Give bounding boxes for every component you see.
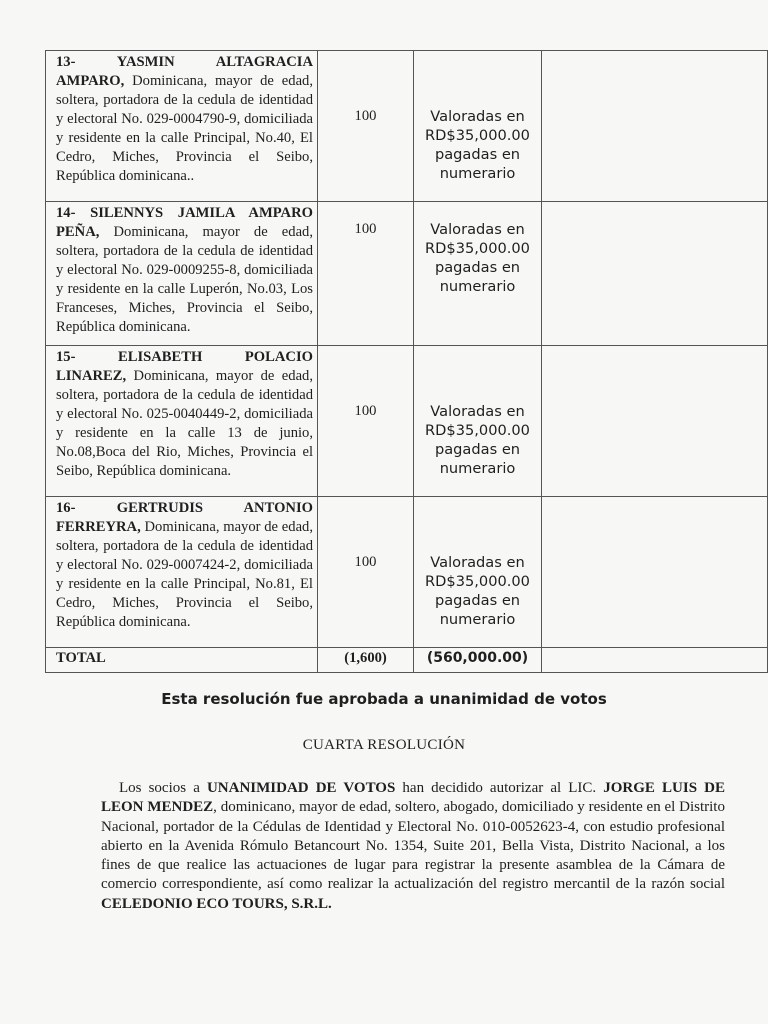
total-label: TOTAL [46, 648, 318, 673]
paragraph-bold-text: UNANIMIDAD DE VOTOS [206, 780, 396, 796]
empty-cell [542, 202, 768, 346]
shareholder-details: Dominicana, mayor de edad, soltera, portadora de la cedula de identidad y electoral No. 029-0004790-9, domiciliada y residente en la calle Principal, No.40, El Cedro, Miches, Provincia el Seibo, República dominicana.. [56, 73, 313, 184]
shares-value: Valoradas en RD$35,000.00 pagadas en numerario [414, 497, 542, 648]
shares-value: Valoradas en RD$35,000.00 pagadas en numerario [414, 202, 542, 346]
paragraph-text: Los socios a [119, 780, 207, 796]
table-row [46, 202, 768, 346]
shareholder-name-rest: AMPARO, [56, 73, 125, 89]
paragraph-text: han decidido autorizar al LIC. [395, 780, 604, 796]
company-name: CELEDONIO ECO TOURS, S.R.L. [101, 895, 332, 912]
shareholder-number: 13- [56, 54, 76, 70]
resolution-paragraph [101, 779, 725, 914]
shareholder-details: Dominicana, mayor de edad, soltera, portadora de la cedula de identidad y electoral No. 025-0040449-2, domiciliada y residente en la calle 13 de junio, No.08,Boca del Rio, Miches, Provincia el Seibo, República dominicana. [56, 368, 313, 479]
table-row [46, 346, 768, 497]
shareholder-details: Dominicana, mayor de edad, soltera, portadora de la cedula de identidad y electoral No. 029-0009255-8, domiciliada y residente en la calle Luperón, No.03, Los Franceses, Miches, Provincia el Seibo, República dominicana. [56, 224, 313, 335]
shareholder-cell [46, 346, 318, 497]
total-value: (560,000.00) [414, 648, 542, 673]
shareholder-name-first: YASMIN ALTAGRACIA [116, 54, 314, 70]
shares-quantity: 100 [318, 346, 414, 497]
shares-value: Valoradas en RD$35,000.00 pagadas en numerario [414, 51, 542, 202]
empty-cell [542, 346, 768, 497]
shares-quantity: 100 [318, 51, 414, 202]
attorney-name: JORGE LUIS DE LEON MENDEZ [101, 780, 725, 816]
empty-cell [542, 51, 768, 202]
shares-quantity: 100 [318, 497, 414, 648]
shares-quantity: 100 [318, 202, 414, 346]
shareholder-name-rest: FERREYRA, [56, 519, 141, 535]
total-row [46, 648, 768, 673]
shareholder-number: 15- [56, 349, 76, 365]
shareholder-name-first: SILENNYS JAMILA AMPARO [90, 205, 313, 221]
paragraph-text: , dominicano, mayor de edad, soltero, abogado, domiciliado y residente en el Distrito Nacional, portador de la Cédulas de Identidad y Electoral No. 010-0052623-4, con estudio profesional abierto en la Avenida Rómulo Betancourt No. 1354, Suite 201, Bella Vista, Distrito Nacional, a los fines de que realice las actuaciones de lugar para registrar la presente asamblea de la Cámara de comercio correspondiente, así como realizar la actualización del registro mercantil de la razón social [101, 799, 725, 893]
shareholder-details: Dominicana, mayor de edad, soltera, portadora de la cedula de identidad y electoral No. 029-0007424-2, domiciliada y residente en la calle Principal, No.81, El Cedro, Miches, Provincia el Seibo, República dominicana. [56, 519, 313, 630]
shareholder-number: 14- [56, 205, 76, 221]
empty-cell [542, 497, 768, 648]
total-quantity: (1,600) [318, 648, 414, 673]
shareholder-name-first: GERTRUDIS ANTONIO [116, 500, 313, 516]
resolution-heading: CUARTA RESOLUCIÓN [302, 737, 466, 753]
table-row [46, 497, 768, 648]
table-row [46, 51, 768, 202]
approval-statement: Esta resolución fue aprobada a unanimidad de votos [161, 690, 607, 708]
empty-cell [542, 648, 768, 673]
shares-value: Valoradas en RD$35,000.00 pagadas en numerario [414, 346, 542, 497]
shareholder-name-rest: PEÑA, [56, 224, 100, 240]
shareholder-cell [46, 202, 318, 346]
shareholder-name-first: ELISABETH POLACIO [118, 349, 313, 365]
shareholder-number: 16- [56, 500, 76, 516]
shareholders-table [45, 50, 768, 673]
shareholder-name-rest: LINAREZ, [56, 368, 127, 384]
shareholder-cell [46, 51, 318, 202]
shareholder-cell [46, 497, 318, 648]
